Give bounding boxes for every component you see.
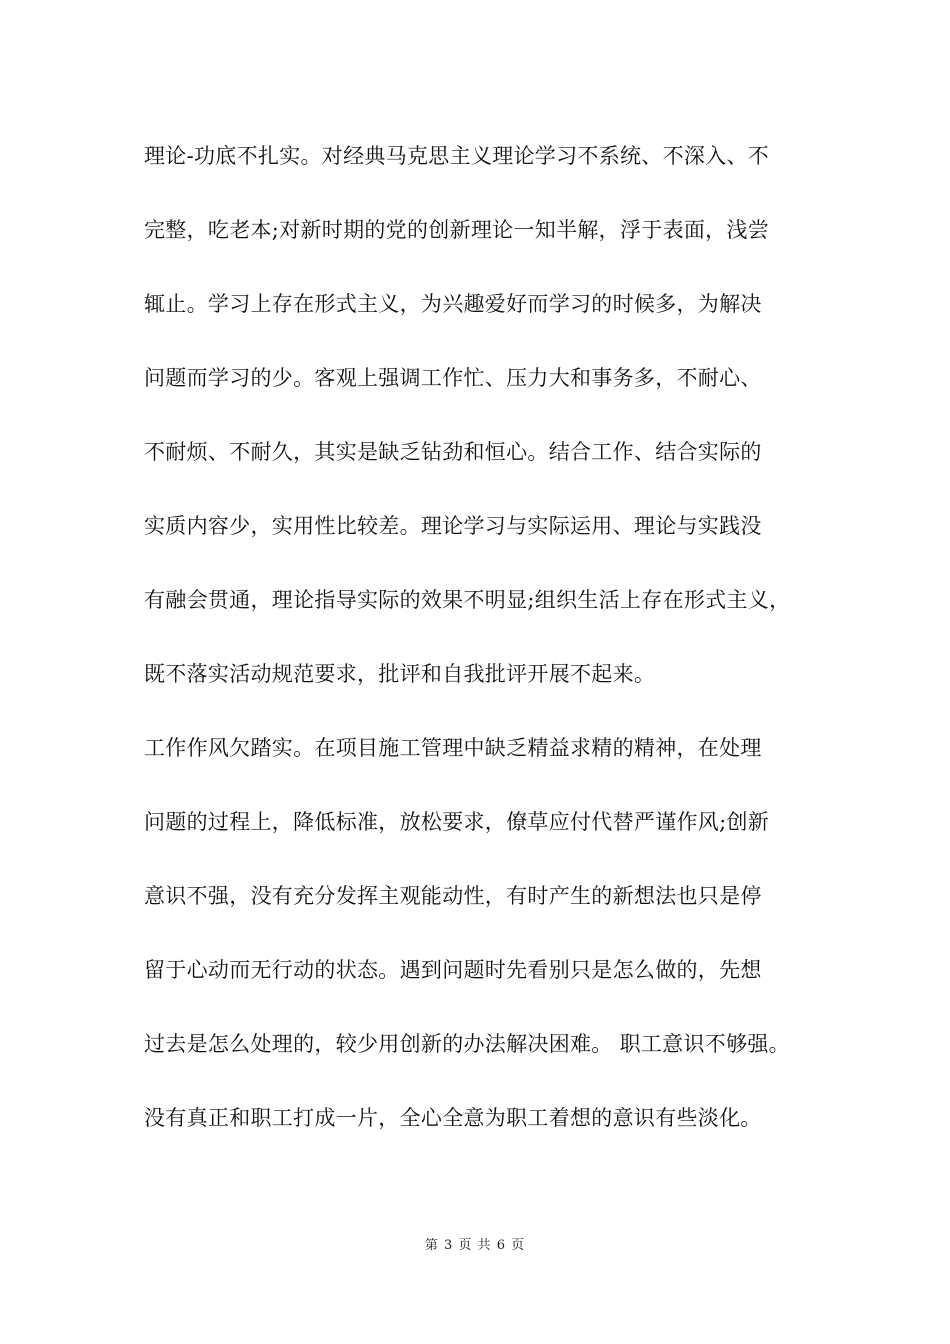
page-number-footer: 第 3 页 共 6 页: [424, 1238, 526, 1253]
text-line-3: 辄止。学习上存在形式主义，为兴趣爱好而学习的时候多，为解决: [144, 292, 762, 316]
text-line-9: 工作作风欠踏实。在项目施工管理中缺乏精益求精的精神，在处理: [144, 736, 762, 760]
text-line-7: 有融会贯通，理论指导实际的效果不明显;组织生活上存在形式主义，: [144, 588, 791, 612]
text-line-13: 过去是怎么处理的，较少用创新的办法解决困难。 职工意识不够强。: [144, 1032, 790, 1056]
text-line-1: 理论-功底不扎实。对经典马克思主义理论学习不系统、不深入、不: [144, 144, 770, 168]
text-line-14: 没有真正和职工打成一片，全心全意为职工着想的意识有些淡化。: [144, 1106, 762, 1130]
text-line-4: 问题而学习的少。客观上强调工作忙、压力大和事务多，不耐心、: [144, 366, 762, 390]
text-line-6: 实质内容少，实用性比较差。理论学习与实际运用、理论与实践没: [144, 514, 762, 538]
text-line-10: 问题的过程上，降低标准，放松要求，僚草应付代替严谨作风;创新: [144, 810, 770, 834]
text-line-11: 意识不强，没有充分发挥主观能动性，有时产生的新想法也只是停: [144, 884, 762, 908]
text-line-5: 不耐烦、不耐久，其实是缺乏钻劲和恒心。结合工作、结合实际的: [144, 440, 762, 464]
text-line-8: 既不落实活动规范要求，批评和自我批评开展不起来。: [144, 662, 656, 686]
text-line-2: 完整，吃老本;对新时期的党的创新理论一知半解，浮于表面，浅尝: [144, 218, 770, 242]
text-line-12: 留于心动而无行动的状态。遇到问题时先看别只是怎么做的，先想: [144, 958, 762, 982]
